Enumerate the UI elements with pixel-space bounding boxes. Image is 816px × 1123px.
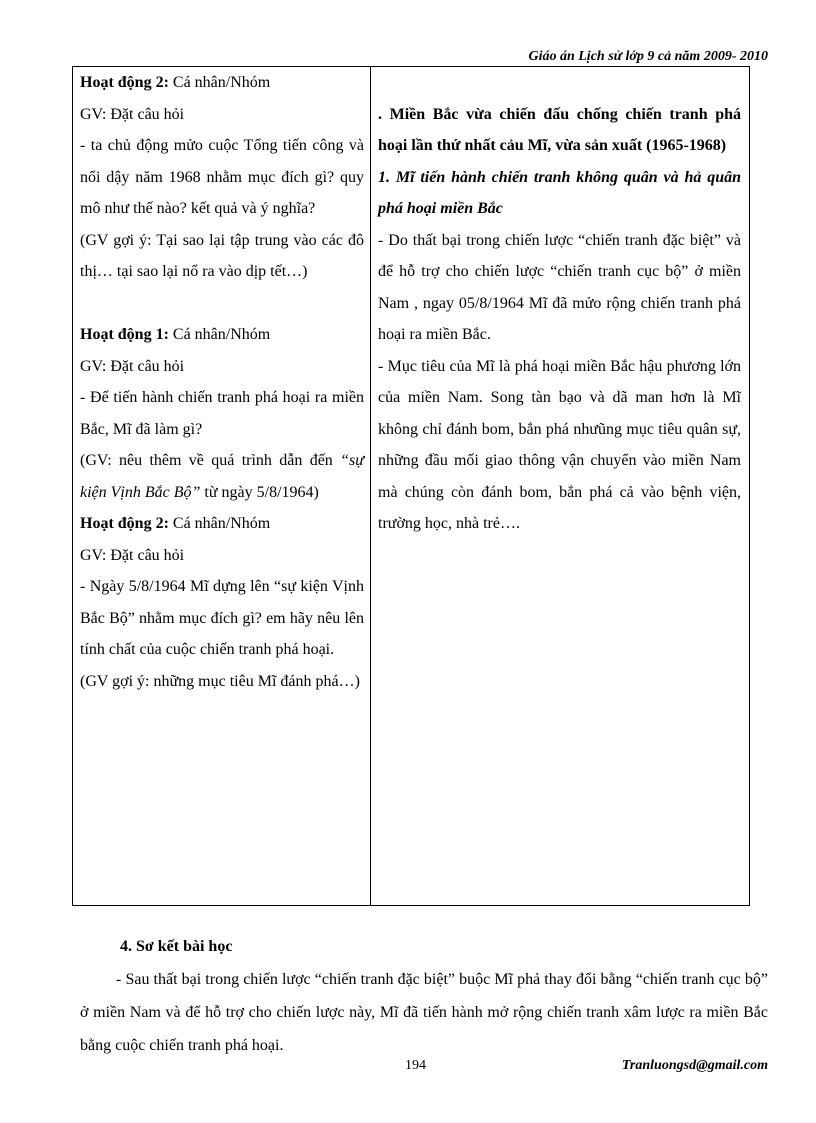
lesson-content-column [371, 67, 749, 905]
section-heading: . Miền Bắc vừa chiến đấu chống chiến tranh phá hoại lần thứ nhất cảu Mĩ, vừa sản xuất (1965-1968) [378, 105, 741, 154]
document-header: Giáo án Lịch sử lớp 9 cả năm 2009- 2010 [528, 49, 768, 64]
teacher-hint: (GV gợi ý: Tại sao lại tập trung vào các đô thị… tại sao lại nổ ra vào dịp tết…) [80, 231, 364, 280]
content-paragraph: - Do thất bại trong chiến lược “chiến tranh đặc biệt” và để hỗ trợ cho chiến lược “chiến tranh cục bộ” ở miền Nam , ngay 05/8/1964 Mĩ đã mửo rộng chiến tranh phá hoại ra miền Bắc. [378, 231, 741, 343]
teacher-prompt: GV: Đặt câu hỏi [80, 546, 185, 564]
activity-title: Hoạt động 2: [80, 74, 169, 91]
activity-mode: Cá nhân/Nhóm [168, 74, 271, 91]
summary-title: 4. Sơ kết bài học [120, 938, 233, 955]
summary-body: - Sau thất bại trong chiến lược “chiến tranh đặc biệt” buộc Mĩ phả thay đổi bằng “chiến tranh cục bộ” ở miền Nam và để hỗ trợ cho chiến lược này, Mĩ đã tiến hành mở rộng chiến tranh xâm lược ra miền Bắc bằng cuộc chiến tranh phá hoại. [80, 971, 768, 1054]
lesson-table [72, 66, 750, 906]
lesson-summary [80, 930, 768, 1062]
subsection-heading: 1. Mĩ tiến hành chiến tranh không quân và hả quân phá hoại miền Bắc [378, 168, 741, 217]
teacher-prompt: GV: Đặt câu hỏi [80, 105, 185, 123]
activity-title: Hoạt động 1: [80, 326, 169, 343]
page-footer [0, 1058, 816, 1078]
activity-mode: Cá nhân/Nhóm [168, 326, 271, 343]
author-email: Tranluongsd@gmail.com [621, 1058, 768, 1073]
activity-mode: Cá nhân/Nhóm [168, 515, 271, 532]
content-paragraph: - Mục tiêu của Mĩ là phá hoại miền Bắc hậu phương lớn của miền Nam. Song tàn bạo và dã man hơn là Mĩ không chỉ đánh bom, bắn phá nhưũng mục tiêu quân sự, những đầu mối giao thông vận chuyển vào miền Nam mà chúng còn đánh bom, bắn phá cả vào bệnh viện, trường học, nhà trẻ…. [378, 357, 741, 532]
activity-question: - Để tiến hành chiến tranh phá hoại ra miền Bắc, Mĩ đã làm gì? [80, 389, 364, 438]
activity-question: - Ngày 5/8/1964 Mĩ dựng lên “sự kiện Vịnh Bắc Bộ” nhằm mục đích gì? em hãy nêu lên tính chất của cuộc chiến tranh phá hoại. [80, 578, 364, 658]
teacher-note: (GV: nêu thêm về quá trình dẫn đến “sự kiện Vịnh Bắc Bộ” từ ngày 5/8/1964) [80, 452, 364, 501]
teacher-activities-column [73, 67, 371, 905]
activity-2b [80, 508, 364, 540]
activity-title: Hoạt động 2: [80, 515, 169, 532]
event-name: “sự kiện Vịnh Bắc Bộ” [80, 452, 364, 501]
activity-question: - ta chủ động mửo cuộc Tổng tiến công và nổi dậy năm 1968 nhằm mục đích gì? quy mô như thế nào? kết quả và ý nghĩa? [80, 137, 364, 217]
activity-2a [80, 67, 364, 99]
activity-1 [80, 319, 364, 351]
teacher-hint: (GV gợi ý: những mục tiêu Mĩ đánh phá…) [80, 672, 360, 690]
page-number: 194 [405, 1058, 426, 1073]
teacher-prompt: GV: Đặt câu hỏi [80, 357, 185, 375]
